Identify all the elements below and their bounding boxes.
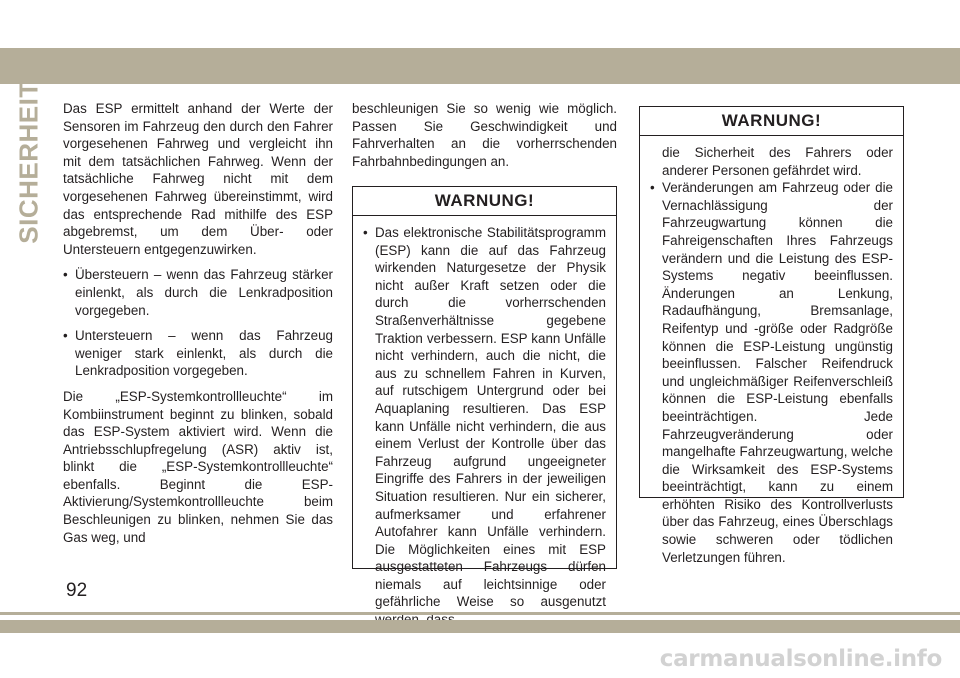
intro-paragraph: Das ESP ermittelt anhand der Werte der Sensoren im Fahrzeug den durch den Fahrer vorgesehenen Fahrweg und vergleicht ihn mit dem tatsächlichen Fahrweg. Wenn der tatsächliche Fahrweg nicht mit dem vorgesehenen Fahrweg übereinstimmt, wird das entsprechende Rad mithilfe des ESP abgebremst, um dem Über- oder Untersteuern entgegenzuwirken. <box>63 101 333 257</box>
watermark: carmanualsonline.info <box>659 646 942 672</box>
section-tab <box>8 80 50 244</box>
list-item-text: Untersteuern – wenn das Fahrzeug weniger stark einlenkt, als durch die Lenkradposition vorgegeben. <box>75 328 333 379</box>
list-item <box>63 266 333 319</box>
bottom-band <box>0 620 960 633</box>
warning-box <box>639 106 904 565</box>
top-band <box>0 48 960 84</box>
warning-body <box>640 136 903 572</box>
list-item-text: Das elektronische Stabilitätsprogramm (ESP) kann die auf das Fahrzeug wirkenden Naturgesetze der Physik nicht außer Kraft setzen oder die durch die vorherrschenden Straßenverhältnisse gegebene Traktion verbessern. ESP kann Unfälle nicht verhindern, auch die nicht, die aus zu schnellem Fahren in Kurven, auf rutschigem Untergrund oder bei Aquaplaning resultieren. Das ESP kann Unfälle nicht verhindern, die aus einem Verlust der Kontrolle über das Fahrzeug aufgrund ungeeigneter Eingriffe des Fahrers in der jeweiligen Situation resultieren. Nur ein sicherer, aufmerksamer und erfahrener Autofahrer kann Unfälle verhindern. Die Möglichkeiten eines mit ESP ausgestatteten Fahrzeugs dürfen niemals auf leichtsinnige oder gefährliche Weise so ausgenutzt <box>375 225 606 610</box>
section-tab-label: SICHERHEIT <box>13 80 44 244</box>
continuation-paragraph: beschleunigen Sie so wenig wie möglich. Passen Sie Geschwindigkeit und Fahrverhalten an die vorherrschenden Fahrbahnbedingungen an. <box>352 101 617 169</box>
warning-title: WARNUNG! <box>640 107 903 136</box>
warning-title: WARNUNG! <box>353 187 616 216</box>
left-column <box>63 100 333 554</box>
indicator-paragraph: Die „ESP-Systemkontrollleuchte“ im Kombiinstrument beginnt zu blinken, sobald das ESP-System aktiviert wird. Wenn die Antriebsschlupfregelung (ASR) aktiv ist, blinkt die „ESP-Systemkontrollleuchte“ ebenfalls. Beginnt die ESP-Aktivierung/Systemkontrollleuchte beim Beschleunigen zu blinken, nehmen Sie das Gas weg, und <box>63 388 333 545</box>
bullet-icon: • <box>63 328 68 344</box>
middle-column <box>352 100 617 178</box>
list-item <box>650 179 893 566</box>
warning-box <box>352 186 617 610</box>
list-item <box>363 224 606 629</box>
list-item-text: Übersteuern – wenn das Fahrzeug stärker einlenkt, als durch die Lenkradposition vorgegeben. <box>75 267 333 318</box>
list-item <box>63 327 333 380</box>
warning-body <box>353 216 616 635</box>
warning-continuation: die Sicherheit des Fahrers oder anderer Personen gefährdet wird. <box>662 145 893 178</box>
bottom-rule <box>0 612 960 615</box>
page-number: 92 <box>66 580 88 601</box>
list-item-text: Veränderungen am Fahrzeug oder die Vernachlässigung der Fahrzeugwartung können die Fahreigenschaften Ihres Fahrzeugs verändern und die Leistung des ESP-Systems negativ beeinflussen. Änderungen an Lenkung, Radaufhängung, Bremsanlage, Reifentyp und -größe oder Radgröße können die ESP-Leistung ungünstig beeinflussen. Falscher Reifendruck und ungleichmäßiger Reifenverschleiß können die ESP-Leistung ebenfalls beeinträchtigen. Jede Fahrzeugveränderung oder mangelhafte Fahrzeugwartung, welche die Wirksamkeit des ESP-Systems beeinträchtigt, kann zu einem erhöhten Risiko des Kontrollverlusts über das Fahrzeug, eines Überschlags sowie schweren oder tödlichen Verletzungen führen. <box>662 180 893 565</box>
bullet-icon: • <box>650 180 655 196</box>
bullet-icon: • <box>63 267 68 283</box>
bullet-icon: • <box>363 225 368 240</box>
